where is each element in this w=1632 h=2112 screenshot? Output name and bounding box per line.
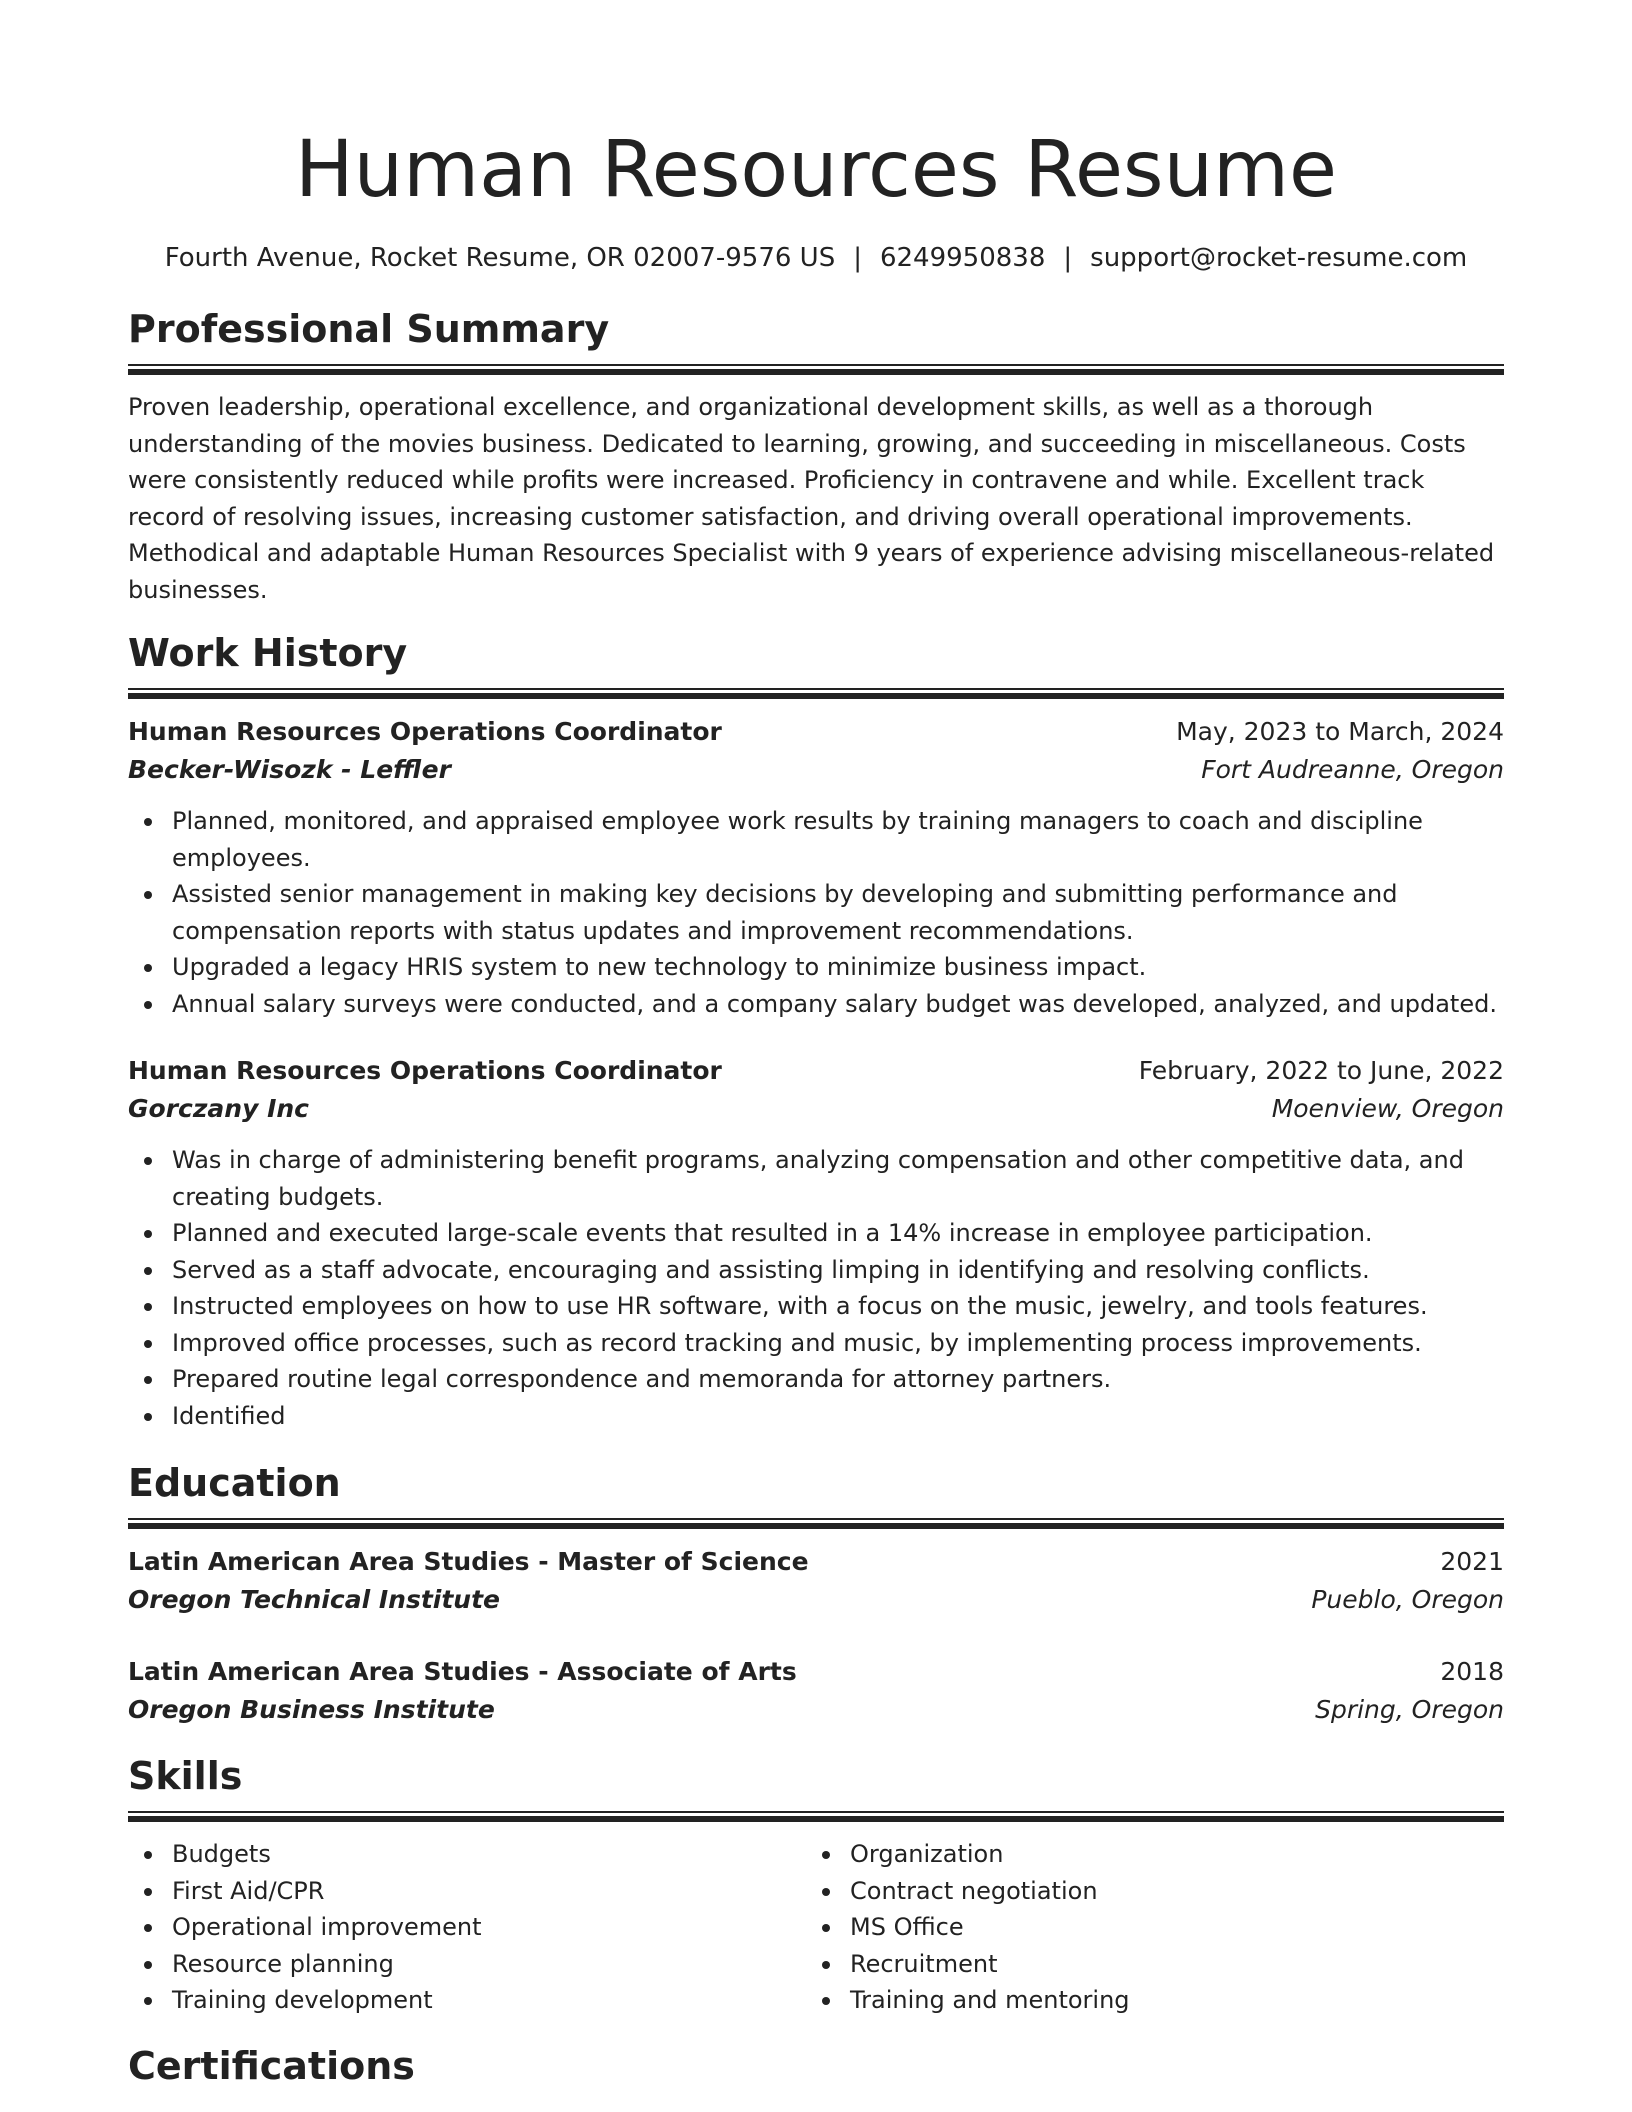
skill-item: MS Office [806,1909,1484,1946]
summary-text: Proven leadership, operational excellence, and organizational development skills, as well as a thorough understanding of the movies business. Dedicated to learning, growing, and succeeding in miscellaneous. Costs were consistently reduced while profits were increased. Proficiency in contravene and while. Excellent track record of resolving issues, increasing customer satisfaction, and driving overall operational improvements. Methodical and adaptable Human Resources Specialist with 9 years of experience advising miscellaneous-related businesses. [128,393,1495,604]
section-title-summary: Professional Summary [128,307,610,351]
section-divider [128,364,1504,375]
skills-grid [128,1836,1504,2019]
education-year: 2021 [1440,1547,1504,1576]
section-title-education: Education [128,1461,341,1505]
education-school: Oregon Technical Institute [128,1585,500,1614]
summary-section [128,306,1504,608]
education-entry [128,1543,1504,1619]
skill-item: Operational improvement [128,1909,806,1946]
section-divider [128,1811,1504,1822]
contact-separator: | [853,243,862,273]
job-company: Becker-Wisozk - Leffler [128,755,451,784]
contact-address: Fourth Avenue, Rocket Resume, OR 02007-9576 US [164,243,836,273]
skill-item: Resource planning [128,1946,806,1983]
contact-phone: 6249950838 [879,243,1046,273]
section-title-work-history: Work History [128,631,408,675]
resume-name: Human Resources Resume [295,125,1337,215]
list-item: Prepared routine legal correspondence and memoranda for attorney partners. [128,1361,1504,1398]
education-header-row [128,1653,1504,1691]
contact-line [128,242,1504,274]
skills-column-left [128,1836,806,2019]
skills-section [128,1753,1504,2019]
work-history-section [128,630,1504,1434]
education-degree: Latin American Area Studies - Master of Science [128,1547,809,1576]
job-company-row [128,1090,1504,1128]
education-school: Oregon Business Institute [128,1695,495,1724]
job-location: Moenview, Oregon [1271,1094,1504,1123]
section-divider [128,688,1504,699]
job-company-row [128,751,1504,789]
skill-item: Organization [806,1836,1484,1873]
skill-item: Budgets [128,1836,806,1873]
education-school-row [128,1691,1504,1729]
section-title-skills: Skills [128,1754,243,1798]
list-item: Improved office processes, such as record tracking and music, by implementing process improvements. [128,1325,1504,1362]
certifications-section [128,2043,1504,2089]
list-item: Planned, monitored, and appraised employee work results by training managers to coach and discipline employees. [128,803,1504,876]
job-dates: May, 2023 to March, 2024 [1176,717,1504,746]
skill-item: Recruitment [806,1946,1484,1983]
education-entry [128,1653,1504,1729]
job-bullets [128,803,1504,1022]
education-location: Spring, Oregon [1315,1695,1504,1724]
section-title-certifications: Certifications [128,2043,415,2088]
list-item: Assisted senior management in making key decisions by developing and submitting performance and compensation reports with status updates and improvement recommendations. [128,876,1504,949]
skill-item: First Aid/CPR [128,1873,806,1910]
education-header-row [128,1543,1504,1581]
list-item: Upgraded a legacy HRIS system to new technology to minimize business impact. [128,949,1504,986]
job-title: Human Resources Operations Coordinator [128,1056,722,1085]
skills-column-right [806,1836,1484,2019]
job-entry [128,1052,1504,1434]
education-section [128,1460,1504,1729]
list-item: Annual salary surveys were conducted, and a company salary budget was developed, analyzed, and updated. [128,986,1504,1023]
skill-item: Training development [128,1982,806,2019]
education-school-row [128,1581,1504,1619]
list-item: Identified [128,1398,1504,1435]
list-item: Served as a staff advocate, encouraging and assisting limping in identifying and resolving conflicts. [128,1252,1504,1289]
job-header-row [128,713,1504,751]
education-year: 2018 [1440,1657,1504,1686]
skill-item: Training and mentoring [806,1982,1484,2019]
list-item: Was in charge of administering benefit programs, analyzing compensation and other competitive data, and creating budgets. [128,1142,1504,1215]
job-location: Fort Audreanne, Oregon [1201,755,1504,784]
job-header-row [128,1052,1504,1090]
job-bullets [128,1142,1504,1434]
job-dates: February, 2022 to June, 2022 [1138,1056,1504,1085]
section-divider [128,1518,1504,1529]
education-location: Pueblo, Oregon [1311,1585,1504,1614]
skill-item: Contract negotiation [806,1873,1484,1910]
list-item: Planned and executed large-scale events that resulted in a 14% increase in employee participation. [128,1215,1504,1252]
job-entry [128,713,1504,1022]
job-title: Human Resources Operations Coordinator [128,717,722,746]
list-item: Instructed employees on how to use HR software, with a focus on the music, jewelry, and tools features. [128,1288,1504,1325]
job-company: Gorczany Inc [128,1094,309,1123]
contact-separator: | [1063,243,1073,273]
education-degree: Latin American Area Studies - Associate of Arts [128,1657,797,1686]
contact-email: support@rocket-resume.com [1090,243,1468,273]
